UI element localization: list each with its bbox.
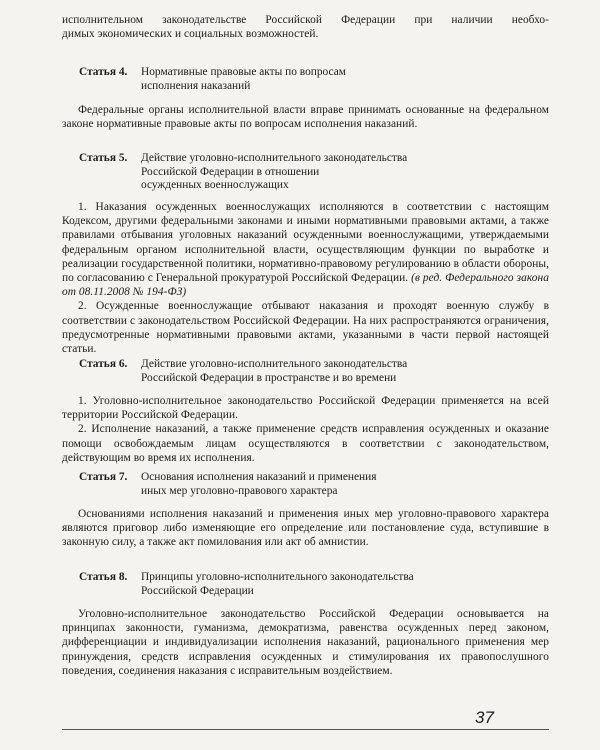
article-5-paragraph-1-text: 1. Наказания осужденных военнослужащих исполняются в соответствии с настоящим Кодексом, другими федеральными законами и иными нормативными правовыми актами, а также правилами отбывания уголовных наказаний осужденными военнослужащими, утверждаемыми федеральным органом исполнительной власти, осуществляющим функции по выработке и реализации государственной политики, нормативно-правовому регулированию в области обороны, по согласованию с Генеральной прокуратурой Российской Федерации.	[62, 201, 549, 285]
footer-rule	[62, 729, 549, 730]
article-7-title-line-2: иных мер уголовно-правового характера	[141, 484, 338, 497]
article-7-paragraph-1: Основаниями исполнения наказаний и применения иных мер уголовно-правового характера являются приговор либо изменяющие его определение или постановление суда, вступившие в законную силу, а также акт помилования или акт об амнистии.	[62, 508, 549, 549]
article-5-title-line-2: Российской Федерации в отношении	[141, 165, 320, 178]
article-5-label: Статья 5.	[79, 152, 128, 164]
article-5-amendment-ref: (в ред. Федерального закона от 08.11.2008 № 194-ФЗ)	[62, 272, 550, 299]
article-6-body	[62, 394, 549, 465]
article-7-body	[62, 507, 549, 550]
article-5-title-line-1: Действие уголовно-исполнительного законодательства	[141, 152, 408, 164]
article-8-label: Статья 8.	[79, 571, 128, 583]
article-6-title-line-2: Российской Федерации в пространстве и во времени	[141, 371, 397, 384]
article-5-paragraph-2: 2. Осужденные военнослужащие отбывают наказания и проходят военную службу в соответствии с законодательством Российской Федерации. На них распространяются ограничения, предусмотренные нормативными правовыми актами, указанными в части первой настоящей статьи.	[62, 300, 549, 356]
article-8-title-line-2: Российской Федерации	[141, 584, 254, 597]
article-6-heading	[79, 358, 479, 385]
article-4-title-line-2: исполнения наказаний	[141, 79, 251, 92]
article-5-body	[62, 200, 549, 356]
article-4-title-line-1: Нормативные правовые акты по вопросам	[141, 66, 346, 78]
article-4-body	[62, 103, 549, 131]
article-8-heading	[79, 571, 479, 598]
article-6-paragraph-2: 2. Исполнение наказаний, а также применение средств исправления осужденных и оказание помощи освобождаемым лицам осуществляются в соответствии с законодательством, действующим во время их исполнения.	[62, 423, 549, 464]
article-8-body	[62, 607, 549, 678]
intro-line-1: исполнительном законодательстве Российской Федерации при наличии необхо-	[62, 14, 549, 26]
article-4-paragraph-1: Федеральные органы исполнительной власти вправе принимать основанные на федеральном законе нормативные правовые акты по вопросам исполнения наказаний.	[62, 104, 549, 131]
article-5-title-line-3: осужденных военнослужащих	[141, 179, 289, 192]
intro-continuation	[62, 13, 549, 41]
article-8-title-line-1: Принципы уголовно-исполнительного законодательства	[141, 571, 414, 583]
page-number: 37	[475, 708, 494, 727]
article-7-label: Статья 7.	[79, 471, 128, 483]
article-7-title-line-1: Основания исполнения наказаний и применения	[141, 471, 377, 483]
article-8-paragraph-1: Уголовно-исполнительное законодательство Российской Федерации основывается на принципах законности, гуманизма, демократизма, равенства осужденных перед законом, дифференциации и индивидуализации исполнения наказаний, рационального применения мер принуждения, средств исправления осужденных и стимулирования их правопослушного поведения, соединения наказания с исправительным воздействием.	[62, 608, 549, 677]
article-5-heading	[79, 152, 479, 193]
intro-line-2: димых экономических и социальных возможностей.	[62, 28, 319, 41]
article-4-heading	[79, 66, 479, 93]
article-6-title-line-1: Действие уголовно-исполнительного законодательства	[141, 358, 408, 370]
article-7-heading	[79, 471, 479, 498]
article-4-label: Статья 4.	[79, 66, 128, 78]
article-6-paragraph-1: 1. Уголовно-исполнительное законодательство Российской Федерации применяется на всей территории Российской Федерации.	[62, 395, 549, 422]
article-5-paragraph-1	[62, 200, 549, 299]
article-6-label: Статья 6.	[79, 358, 128, 370]
